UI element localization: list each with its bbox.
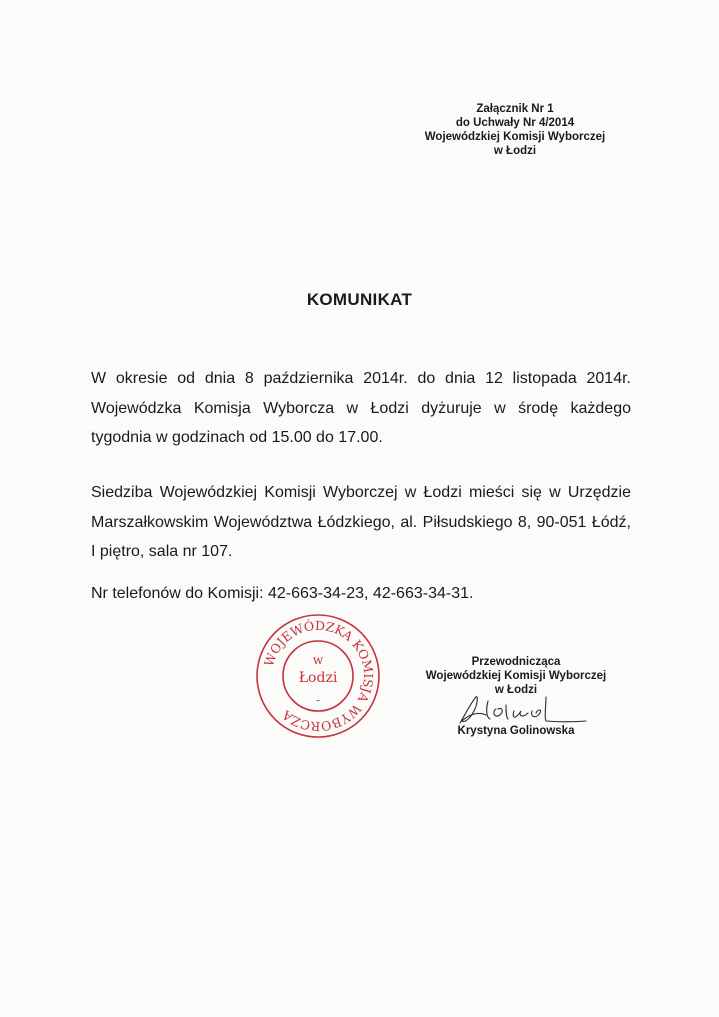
stamp-ring-text: WOJEWÓDZKA KOMISJA WYBORCZA (261, 617, 377, 735)
attachment-header (400, 102, 630, 158)
paragraph-duty-hours: W okresie od dnia 8 października 2014r. do dnia 12 listopada 2014r. Wojewódzka Komisja Wyborcza w Łodzi dyżuruje w środę każdego tygodnia w godzinach od 15.00 do 17.00. (91, 370, 631, 446)
stamp-center-city: Łodzi (298, 670, 338, 686)
signer-role: Przewodnicząca (471, 656, 561, 668)
stamp-center-w: w (312, 653, 324, 667)
header-line-1: Załącznik Nr 1 (476, 103, 554, 115)
header-line-3: Wojewódzkiej Komisji Wyborczej (424, 131, 606, 143)
paragraph-phones: Nr telefonów do Komisji: 42-663-34-23, 42-663-34-31. (91, 585, 474, 602)
header-line-2: do Uchwały Nr 4/2014 (455, 117, 575, 129)
header-line-4: w Łodzi (493, 145, 537, 157)
handwritten-signature (448, 693, 598, 729)
official-stamp (254, 612, 382, 740)
paragraph-address: Siedziba Wojewódzkiej Komisji Wyborczej w Łodzi mieści się w Urzędzie Marszałkowskim Województwa Łódzkiego, al. Piłsudskiego 8, 90-051 Łódź, I piętro, sala nr 107. (91, 484, 631, 560)
signer-name: Krystyna Golinowska (457, 725, 575, 737)
signature-block (412, 655, 620, 697)
signer-institution: Wojewódzkiej Komisji Wyborczej (425, 670, 607, 682)
signer-city: w Łodzi (494, 684, 538, 696)
stamp-dash: - (315, 693, 321, 707)
document-title: KOMUNIKAT (306, 290, 413, 309)
